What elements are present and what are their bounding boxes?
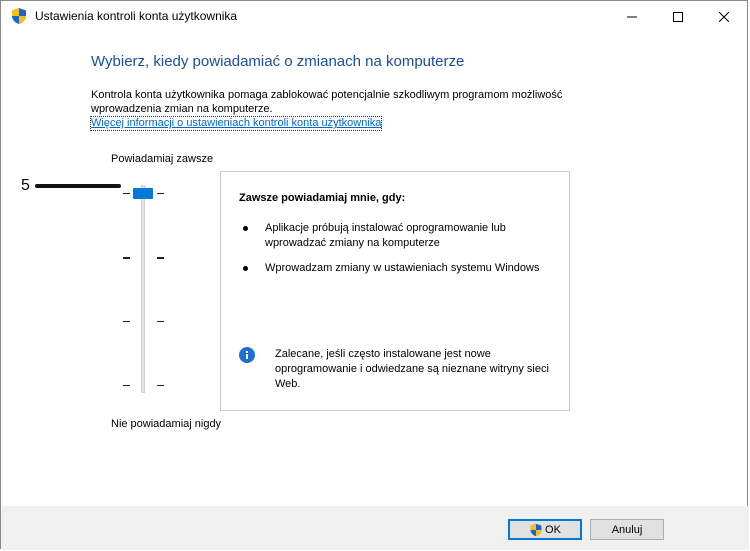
dialog-footer <box>1 506 749 550</box>
cancel-label: Anuluj <box>611 523 643 536</box>
notification-level-slider[interactable] <box>119 181 167 396</box>
slider-tick <box>157 257 164 259</box>
cancel-button[interactable] <box>590 519 664 540</box>
slider-bottom-label: Nie powiadamiaj nigdy <box>111 418 222 430</box>
slider-tick <box>157 193 164 194</box>
title-bar[interactable] <box>1 1 747 32</box>
ok-label: OK <box>545 523 561 536</box>
info-title: Zawsze powiadamiaj mnie, gdy: <box>239 192 406 204</box>
more-info-link[interactable]: Więcej informacji o ustawieniach kontroli konta użytkownika <box>91 117 382 129</box>
bullet-text: Wprowadzam zmiany w ustawieniach systemu Windows <box>265 262 540 274</box>
info-icon <box>239 347 255 363</box>
close-button[interactable] <box>701 1 747 32</box>
page-heading: Wybierz, kiedy powiadamiać o zmianach na komputerze <box>91 53 465 70</box>
minimize-button[interactable] <box>609 1 655 32</box>
slider-track[interactable] <box>141 185 145 393</box>
info-panel <box>220 171 570 411</box>
bullet-text: Aplikacje próbują instalować oprogramowanie lub wprowadzać zmiany na komputerze <box>265 222 506 249</box>
maximize-icon <box>673 12 683 22</box>
slider-tick <box>123 193 130 194</box>
recommendation-text: Zalecane, jeśli często instalowane jest nowe oprogramowanie i odwiedzane są nieznane witryny sieci Web. <box>275 348 549 390</box>
close-icon <box>719 12 729 22</box>
annotation-number-5: 5 <box>21 177 30 194</box>
slider-tick <box>123 321 130 322</box>
uac-shield-icon <box>10 7 28 25</box>
maximize-button[interactable] <box>655 1 701 32</box>
annotation-line-5 <box>35 184 121 188</box>
slider-tick <box>157 385 164 386</box>
ok-button[interactable] <box>508 519 582 540</box>
slider-thumb[interactable] <box>133 188 153 199</box>
window-title: Ustawienia kontroli konta użytkownika <box>35 9 238 23</box>
page-description: Kontrola konta użytkownika pomaga zablokować potencjalnie szkodliwym programom możliwość wprowadzenia zmian na komputerze. <box>91 89 563 115</box>
minimize-icon <box>627 12 637 22</box>
slider-tick <box>157 321 164 322</box>
slider-top-label: Powiadamiaj zawsze <box>111 153 214 165</box>
slider-tick <box>123 257 130 259</box>
bullet-icon <box>243 266 248 271</box>
uac-shield-icon <box>529 523 543 537</box>
slider-tick <box>123 385 130 386</box>
bullet-icon <box>243 226 248 231</box>
